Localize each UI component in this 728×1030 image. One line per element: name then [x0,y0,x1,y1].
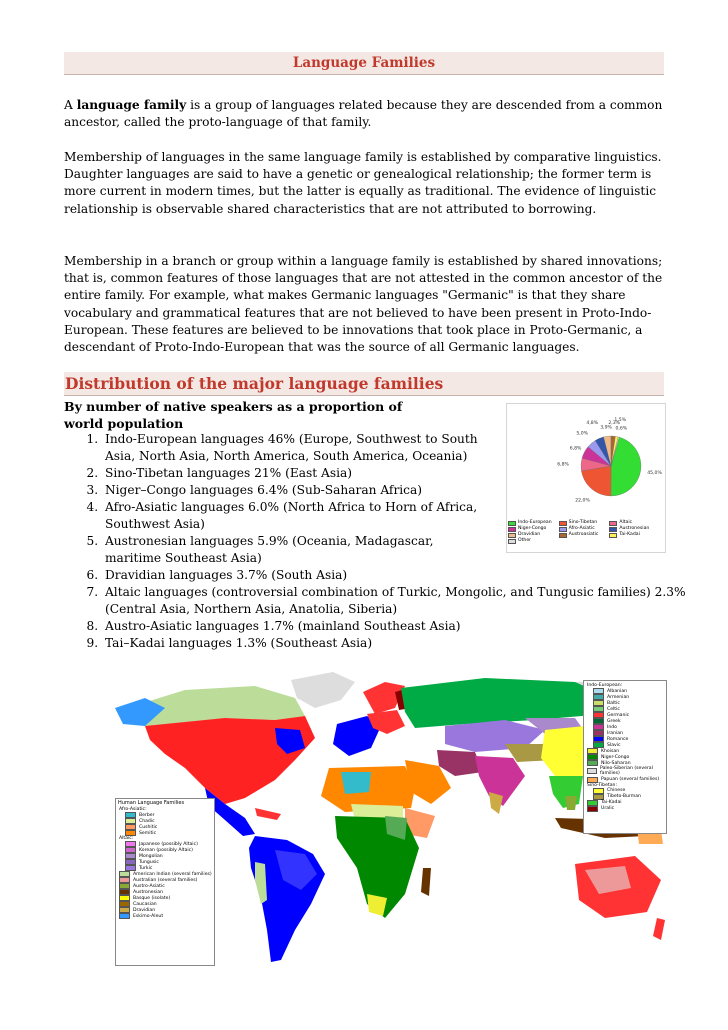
intro-p1-lead: A [64,98,77,112]
legend-label: American Indian (several families) [133,871,212,877]
legend-swatch [119,913,130,919]
pie-chart [507,404,665,516]
legend-label: Chadic [139,818,155,824]
map-legend-right-items [584,681,666,812]
map-new-zealand [653,918,665,940]
legend-label: Tungusic [139,859,159,865]
legend-swatch [559,521,567,526]
pie-chart-legend [508,520,660,544]
legend-label: Greek [607,718,621,724]
legend-label: Afro-Asiatic: [119,807,147,812]
legend-label: Indo [607,724,617,730]
map-greenland [291,672,355,708]
pie-data-label: 1,5% [614,417,627,423]
map-andes-indian [255,862,267,904]
legend-label: Albanian [607,688,628,694]
intro-paragraph-1 [64,97,666,131]
pie-legend-item [609,532,660,538]
pie-legend-item [508,538,559,544]
legend-label: Semitic [139,830,157,836]
legend-swatch [508,539,516,544]
legend-label: Austroasiatic [568,532,599,537]
pie-data-label: 22,0% [575,498,590,504]
legend-label: Cushitic [139,824,158,830]
legend-label: Paleo-Siberian (several families) [600,766,653,777]
legend-label: Chinese [607,788,626,794]
legend-label: Baltic [607,700,620,706]
list-item: 5. Austronesian languages 5.9% (Oceania, Madagascar, maritime Southeast Asia) [102,533,475,567]
legend-label: Tai-Kadai [619,532,640,537]
intro-paragraph-3: Membership in a branch or group within a language family is established by shared innovations; that is, common features of those languages that are not attested in the common ancestor of the entire family. For example, what makes Germanic languages "Germanic" is that they share vocabulary and grammatical features that are not believed to have been present in Proto-Indo-European. These features are believed to be innovations that took place in Proto-Germanic, a descendant of Proto-Indo-European that was the source of all Germanic languages. [64,254,663,355]
section-subheading: By number of native speakers as a proportion of world population [64,399,403,431]
legend-label: Austronesian [133,889,163,895]
map-cambodia [565,796,577,810]
section-heading-bar [64,372,664,396]
map-legend-title: Human Language Families [118,800,185,806]
intro-paragraph-2: Membership of languages in the same language family is established by comparative linguistics. Daughter languages are said to have a genetic or genealogical relationship; the former term is more current in modern times, but the latter is equally as traditional. The evidence of linguistic relationship is observable shared characteristics that are not attributed to borrowing. [64,150,662,216]
list-item: 8. Austro-Asiatic languages 1.7% (mainland Southeast Asia) [102,618,712,635]
pie-data-label: 3,9% [600,425,612,431]
intro-p1-rest: is a group of languages related because they are descended from a common ancestor, called the proto-language of that family. [64,98,663,130]
map-legend-item [584,806,666,812]
legend-label: Sino-Tibetan: [587,782,617,788]
legend-label: Niger-Congo [518,526,547,531]
legend-label: Caucasian [133,901,157,907]
legend-label: Austro-Asiatic [133,883,165,889]
legend-label: Basque (isolate) [133,895,171,901]
list-item: 3. Niger–Congo languages 6.4% (Sub-Saharan Africa) [102,482,712,499]
legend-swatch [508,533,516,538]
legend-label: Indo-European: [587,683,623,688]
section-heading: Distribution of the major language families [65,374,444,393]
legend-swatch [587,768,597,774]
legend-label: Celtic [607,706,620,712]
list-item: 6. Dravidian languages 3.7% (South Asia) [102,567,712,584]
legend-label: Nilo-Saharan [601,760,631,766]
language-family-term: language family [76,98,187,112]
map-legend-item [116,913,214,919]
legend-label: Dravidian [518,532,541,537]
legend-label: Mongolian [139,853,163,859]
list-item: 4. Afro-Asiatic languages 6.0% (North Africa to Horn of Africa, Southwest Asia) [102,499,505,533]
legend-label: Eskimo-Aleut [133,913,164,919]
pie-slice-sino-tibetan [581,466,611,496]
map-legend-item [584,766,666,776]
legend-label: Austronesian [619,526,650,531]
list-item: 9. Tai–Kadai languages 1.3% (Southeast Asia) [102,635,712,652]
legend-label: Afro-Asiatic [568,526,595,531]
pie-data-label: 45,0% [647,471,662,477]
legend-swatch [609,527,617,532]
legend-label: Indo-European [518,520,552,525]
map-legend-left [115,798,215,966]
legend-label: Romance [607,736,629,742]
map-se-asia [549,776,583,808]
map-legend-right [583,680,667,834]
legend-label: Other [518,538,532,543]
pie-data-label: 5,0% [576,431,589,437]
map-legend-left-items [116,807,214,919]
legend-swatch [559,527,567,532]
legend-label: Papuan (several families) [601,777,660,782]
pie-data-label: 4,8% [586,420,599,426]
legend-label: Sino-Tibetan [568,520,598,525]
legend-label: Germanic [607,712,630,718]
legend-swatch [508,527,516,532]
title-banner [64,52,664,75]
legend-label: Uralic [601,806,615,812]
legend-label: Armenian [607,694,630,700]
map-caribbean [255,808,281,820]
list-item: 1. Indo-European languages 46% (Europe, Southwest to South Asia, North Asia, North America, South America, Oceania) [102,431,495,465]
legend-swatch [609,533,617,538]
legend-label: Altaic [619,520,633,525]
legend-swatch [587,806,598,812]
legend-label: Tibeto-Burman [607,794,641,800]
legend-label: Turkic [139,865,153,871]
legend-label: Slavic [607,742,621,748]
legend-label: Japanese (possibly Altaic) [139,841,198,847]
legend-label: Tai-Kadai [601,800,622,806]
legend-label: Korean (possibly Altaic) [139,847,193,853]
map-madagascar [421,868,431,896]
legend-label: Altaic: [119,836,134,842]
pie-data-label: 6,8% [557,462,569,468]
legend-label: Iranian [607,730,623,736]
pie-data-label: 2,3% [608,421,621,427]
map-iran [437,750,483,776]
legend-swatch [609,521,617,526]
pie-data-label: 6,8% [569,446,582,452]
list-item: 7. Altaic languages (controversial combination of Turkic, Mongolic, and Tungusic families) 2.3% (Central Asia, Northern Asia, Anatolia, Siberia) [102,584,712,618]
legend-label: Khoisan [601,748,620,754]
pie-data-label: 0,6% [615,426,628,432]
legend-swatch [508,521,516,526]
list-item: 2. Sino-Tibetan languages 21% (East Asia) [102,465,712,482]
document-title: Language Families [292,55,436,71]
world-language-map [105,668,667,970]
legend-label: Berber [139,812,155,818]
legend-label: Australian (several families) [133,877,198,883]
legend-swatch [587,760,598,766]
pie-legend-item [559,532,610,538]
map-berber [341,772,371,794]
legend-swatch [559,533,567,538]
legend-label: Niger-Congo [601,754,630,760]
legend-label: Dravidian [133,907,156,913]
